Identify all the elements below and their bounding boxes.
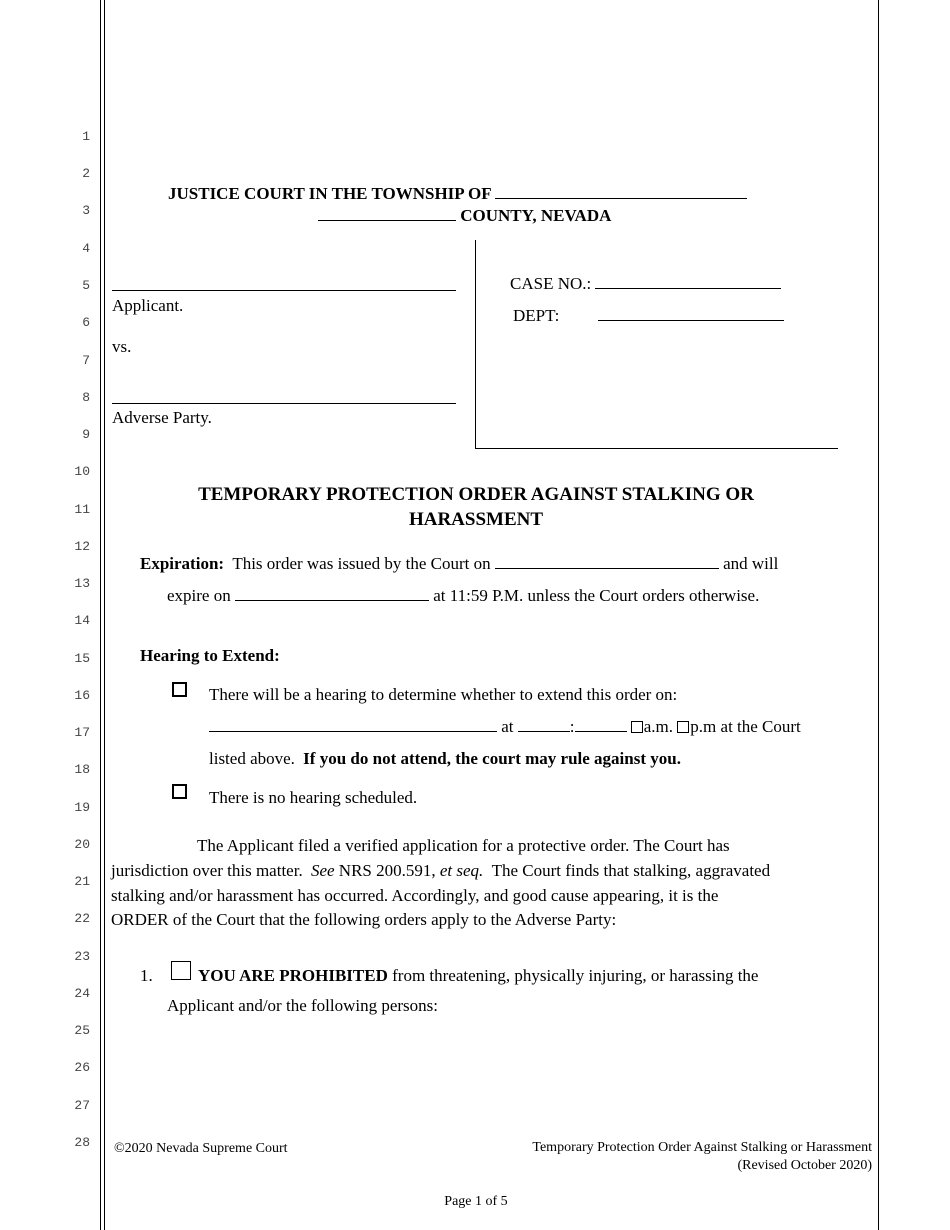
hearing-scheduled-checkbox[interactable] — [172, 682, 187, 697]
case-number-label: CASE NO.: — [510, 274, 592, 293]
see-text: See — [310, 861, 335, 880]
line-number: 9 — [82, 427, 90, 442]
line-number: 27 — [74, 1098, 90, 1113]
line-number: 10 — [74, 464, 90, 479]
expiration-will-text: and will — [723, 554, 779, 573]
pm-label: p.m at the Court — [690, 717, 801, 736]
expire-time-text: at 11:59 P.M. unless the Court orders otherwise. — [433, 586, 760, 605]
listed-above-text: listed above. — [209, 749, 295, 768]
pm-checkbox[interactable] — [677, 721, 689, 733]
hearing-hour-blank[interactable] — [518, 717, 570, 732]
order-item-line1 — [198, 966, 758, 986]
expiration-line2 — [167, 586, 759, 606]
prohibited-checkbox[interactable] — [171, 961, 191, 980]
right-margin-rule — [878, 0, 879, 1230]
line-number: 11 — [74, 502, 90, 517]
caption-divider — [475, 240, 476, 448]
dept-label: DEPT: — [513, 306, 560, 325]
county-heading — [318, 206, 611, 226]
nrs-citation: NRS 200.591, — [338, 861, 436, 880]
order-item-line2: Applicant and/or the following persons: — [167, 996, 439, 1015]
hearing-date-row — [209, 717, 801, 737]
findings-line2 — [111, 861, 770, 881]
issued-date-blank[interactable] — [495, 554, 719, 569]
findings-line3: stalking and/or harassment has occurred. Accordingly, and good cause appearing, it is the — [111, 886, 719, 905]
line-number: 19 — [74, 800, 90, 815]
left-margin-rule-inner — [104, 0, 105, 1230]
order-title-line2: HARASSMENT — [408, 509, 544, 530]
line-number: 22 — [74, 911, 90, 926]
line-number: 16 — [74, 688, 90, 703]
left-margin-rule-outer — [100, 0, 101, 1230]
county-blank[interactable] — [318, 206, 456, 221]
hearing-scheduled-text: There will be a hearing to determine whether to extend this order on: — [209, 685, 678, 704]
order-title-line1: TEMPORARY PROTECTION ORDER AGAINST STALKING OR — [198, 484, 754, 505]
attendance-warning: If you do not attend, the court may rule against you. — [303, 749, 681, 768]
line-number: 12 — [74, 539, 90, 554]
hearing-at-label: at — [501, 717, 514, 736]
copyright-text: ©2020 Nevada Supreme Court — [114, 1141, 288, 1156]
form-title-footer: Temporary Protection Order Against Stalking or Harassment — [532, 1140, 872, 1155]
line-number: 4 — [82, 241, 90, 256]
no-hearing-text: There is no hearing scheduled. — [209, 788, 418, 807]
line-number: 6 — [82, 315, 90, 330]
line-number: 24 — [74, 986, 90, 1001]
order-item-number: 1. — [140, 966, 153, 985]
line-number: 25 — [74, 1023, 90, 1038]
line-number: 1 — [82, 129, 90, 144]
expiration-line1 — [140, 554, 778, 574]
case-number-blank[interactable] — [595, 274, 781, 289]
township-blank[interactable] — [495, 184, 747, 199]
expiration-issued-text: This order was issued by the Court on — [232, 554, 491, 573]
hearing-minute-blank[interactable] — [575, 717, 627, 732]
court-heading — [168, 184, 747, 204]
court-township-label: JUSTICE COURT IN THE TOWNSHIP OF — [168, 184, 491, 203]
line-number: 21 — [74, 874, 90, 889]
page-number: Page 1 of 5 — [444, 1194, 508, 1209]
applicant-label: Applicant. — [112, 296, 184, 315]
line-number: 5 — [82, 278, 90, 293]
expire-on-text: expire on — [167, 586, 231, 605]
line-number: 3 — [82, 203, 90, 218]
no-hearing-checkbox[interactable] — [172, 784, 187, 799]
line-number: 14 — [74, 613, 90, 628]
am-checkbox[interactable] — [631, 721, 643, 733]
line-number: 7 — [82, 353, 90, 368]
expiration-label: Expiration: — [140, 554, 225, 573]
hearing-label: Hearing to Extend: — [140, 646, 280, 665]
hearing-warning-row — [209, 749, 681, 769]
adverse-party-label: Adverse Party. — [112, 408, 212, 427]
case-number-row — [510, 274, 781, 294]
adverse-party-name-line[interactable] — [112, 403, 456, 404]
line-number: 15 — [74, 651, 90, 666]
findings-line4: ORDER of the Court that the following orders apply to the Adverse Party: — [111, 910, 617, 929]
line-number: 26 — [74, 1060, 90, 1075]
line-number: 17 — [74, 725, 90, 740]
line-number: 18 — [74, 762, 90, 777]
findings-line1: The Applicant filed a verified application for a protective order. The Court has — [197, 836, 730, 855]
court-finds-text: The Court finds that stalking, aggravated — [491, 861, 771, 880]
vs-label: vs. — [112, 337, 132, 356]
expire-date-blank[interactable] — [235, 586, 429, 601]
hearing-date-blank[interactable] — [209, 717, 497, 732]
revised-date: (Revised October 2020) — [737, 1158, 872, 1173]
prohibited-text: from threatening, physically injuring, or harassing the — [392, 966, 759, 985]
prohibited-label: YOU ARE PROHIBITED — [198, 966, 388, 985]
line-number: 23 — [74, 949, 90, 964]
line-number: 20 — [74, 837, 90, 852]
line-number: 2 — [82, 166, 90, 181]
county-label: COUNTY, NEVADA — [460, 206, 612, 225]
jurisdiction-text: jurisdiction over this matter. — [111, 861, 303, 880]
applicant-name-line[interactable] — [112, 290, 456, 291]
line-number: 13 — [74, 576, 90, 591]
dept-blank[interactable] — [598, 306, 784, 321]
hearing-time-colon: : — [569, 717, 575, 736]
am-label: a.m. — [643, 717, 674, 736]
et-seq-text: et seq. — [439, 861, 484, 880]
caption-bottom-rule — [475, 448, 838, 449]
line-number: 8 — [82, 390, 90, 405]
dept-row — [513, 306, 784, 326]
line-number: 28 — [74, 1135, 90, 1150]
